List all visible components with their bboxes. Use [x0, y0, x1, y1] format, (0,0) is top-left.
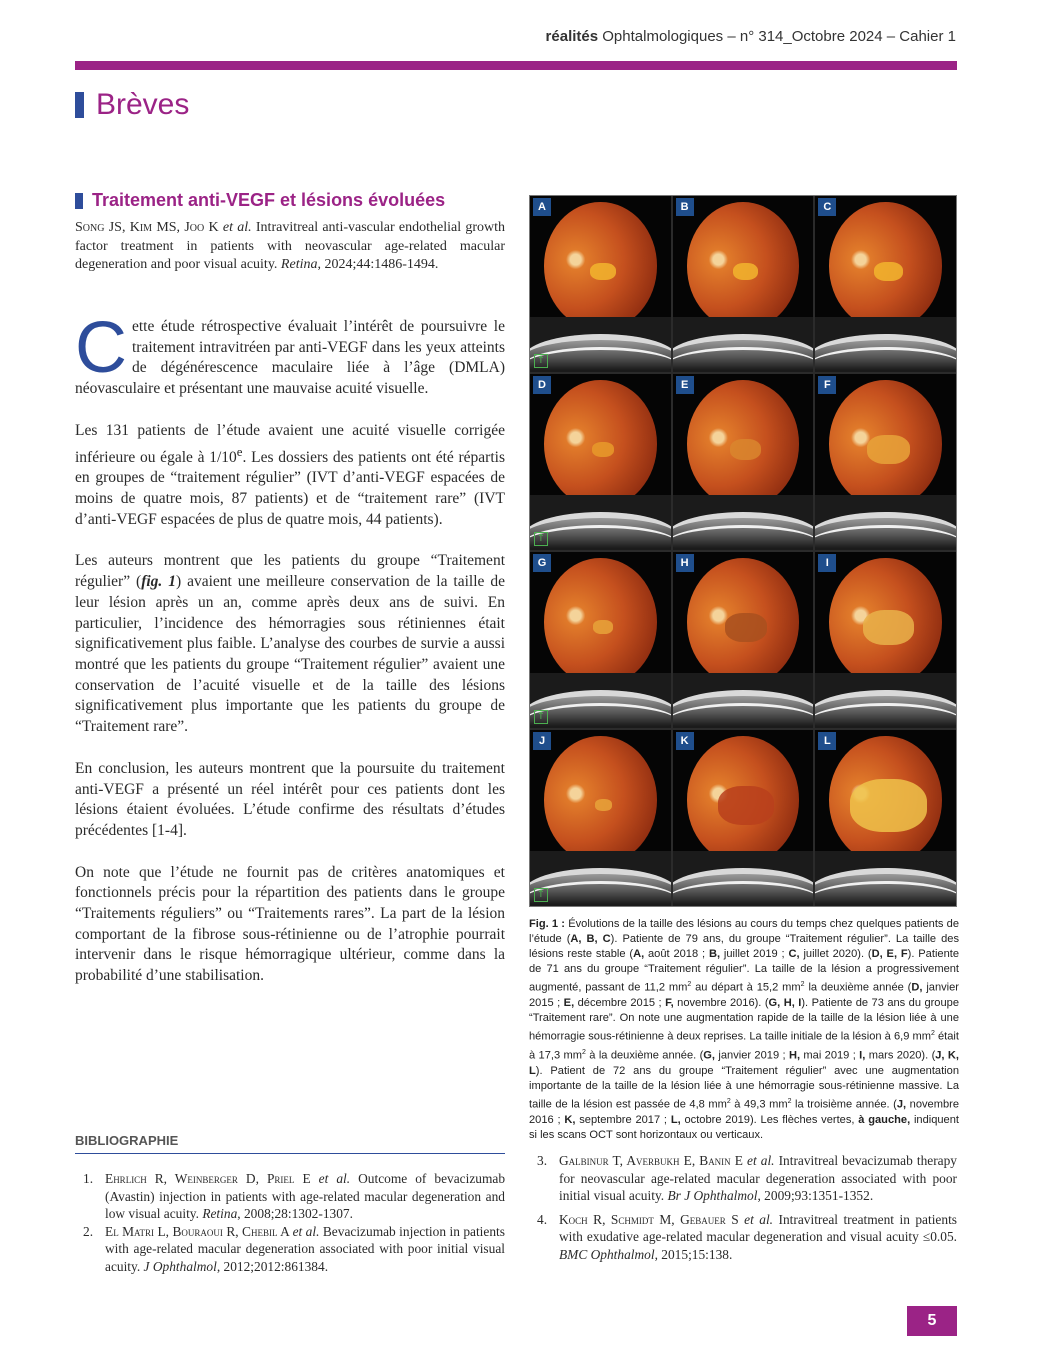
caption-fragment: F,: [665, 997, 674, 1010]
reference-number: 3.: [537, 1153, 548, 1168]
reference-details: , 2009;93:1351-1352.: [757, 1188, 874, 1203]
reference-number: 2.: [83, 1223, 94, 1239]
figure-panel: [673, 730, 814, 906]
caption-fragment: D, E, F: [871, 948, 908, 961]
retina-image: [544, 558, 657, 673]
article-citation: [75, 219, 505, 275]
reference-item: [537, 1152, 957, 1205]
reference-item: [83, 1170, 505, 1223]
reference-author: anin: [708, 1153, 731, 1168]
caption-fragment: était à 17,3 mm: [529, 1031, 959, 1062]
section-title: [75, 88, 189, 122]
retina-image: [687, 380, 800, 495]
oct-scan: [815, 673, 956, 728]
reference-author: W: [174, 1171, 188, 1186]
panel-label: L: [818, 732, 836, 750]
article-body: [75, 308, 505, 1008]
reference-author: E: [294, 1171, 319, 1186]
section-marker-icon: [75, 92, 84, 118]
fundus-photo: [530, 374, 671, 495]
paragraph-text: ) avaient une meilleure conservation de la taille de leur lésion après un an, comme après deux ans de suivi. En particulier, l’incidence des hémorragies sous rétiniennes était significativement plus faible. L’analyse des courbes de survie a aussi montré que les patients du groupe “Traitement régulier” avaient une conservation de l’acuité visuelle et de la taille des lésions significativement plus importante que les patients du groupe de “Traitement rare”.: [75, 573, 505, 736]
reference-etal: et al.: [747, 1153, 775, 1168]
paragraph-note: On note que l’étude ne fournit pas de critères anatomiques et fonctionnels précis pour la répartition des patients dans le groupe “Traitements réguliers” ou “Traitements rares”. La part de la lésion comportant de la fibrose sous-rétinienne ou de l’atrophie pourrait intervenir dans le risque hémorragique ultérieur, comme dans la probabilité d’une stabilisation.: [75, 863, 505, 985]
caption-fragment: au départ à 15,2 mm: [691, 982, 801, 995]
caption-fragment: D,: [911, 982, 923, 995]
caption-fragment: 2: [726, 1098, 731, 1106]
caption-fragment: décembre 2015 ;: [574, 997, 666, 1010]
lesion-area: [590, 263, 615, 280]
reference-author: ouraoui: [181, 1223, 223, 1239]
reference-author: A: [626, 1153, 637, 1168]
figure-panel: [530, 552, 671, 728]
citation-author-rest: K: [204, 220, 223, 235]
lesion-area: [733, 263, 758, 280]
reference-author: chmidt: [618, 1211, 654, 1227]
caption-fragment: 2: [687, 981, 692, 989]
caption-fragment: 2: [800, 981, 805, 989]
panel-label: D: [533, 376, 551, 394]
reference-etal: et al.: [744, 1211, 774, 1227]
fundus-photo: [673, 552, 814, 673]
fundus-photo: [815, 196, 956, 317]
reference-title: Outcome of bevacizumab (Avastin) injection in patients with age-related macular degeneration and low visual acuity.: [105, 1171, 506, 1221]
panel-label: B: [676, 198, 694, 216]
article-title: [75, 190, 445, 211]
page-number: 5: [907, 1306, 957, 1336]
citation-author: Joo: [184, 220, 205, 235]
article-marker-icon: [75, 193, 83, 209]
reference-journal: J Ophthalmol: [143, 1258, 217, 1274]
reference-item: [537, 1211, 957, 1264]
lesion-area: [592, 442, 615, 458]
oct-scan: [673, 851, 814, 906]
reference-author: hebil: [250, 1223, 278, 1239]
caption-fragment: C,: [788, 948, 800, 961]
oct-scan: [673, 673, 814, 728]
oct-scan: [815, 851, 956, 906]
reference-author: A: [277, 1223, 293, 1239]
figure-panel: [530, 196, 671, 372]
lesion-area: [850, 779, 927, 832]
reference-author: B: [699, 1153, 709, 1168]
caption-fragment: H,: [788, 1049, 801, 1062]
reference-author: M: [122, 1223, 135, 1239]
reference-author: G: [559, 1153, 569, 1168]
reference-author: l: [113, 1223, 119, 1239]
caption-fragment: A, B, C: [570, 933, 611, 946]
figure-panel: [530, 374, 671, 550]
reference-author: E,: [679, 1153, 700, 1168]
caption-fragment: novembre 2016 ;: [529, 1098, 960, 1126]
reference-title: Intravitreal bevacizumab therapy for neovascular age-related macular degeneration associated with poor initial visual acuity.: [559, 1153, 958, 1203]
caption-fragment: B,: [708, 948, 721, 961]
figure-panel: [673, 374, 814, 550]
figure-panel: [530, 730, 671, 906]
reference-number: 4.: [537, 1211, 548, 1227]
reference-author: S: [610, 1211, 619, 1227]
reference-etal: et al.: [318, 1171, 351, 1186]
lesion-area: [867, 435, 909, 464]
oct-scan: [673, 495, 814, 550]
reference-author: och: [568, 1211, 588, 1227]
oct-scan: [530, 851, 671, 906]
figure-panel: [673, 552, 814, 728]
figure-panel: [815, 730, 956, 906]
caption-fragment: à la deuxième année. (: [585, 1049, 704, 1062]
paragraph-results: [75, 551, 505, 737]
lesion-area: [593, 620, 613, 634]
reference-author: L,: [154, 1223, 173, 1239]
reference-author: riel: [274, 1171, 295, 1186]
caption-fragment: G, H, I: [768, 997, 802, 1010]
paragraph-intro-text: ette étude rétrospective évaluait l’intérêt de poursuivre le traitement intravitréen par anti-VEGF dans les yeux atteints de dégénérescence maculaire liée à l’âge (DMLA) néovasculaire et présentant une mauvaise acuité visuelle.: [75, 318, 505, 398]
caption-fragment: I,: [859, 1049, 866, 1062]
oct-scan: [673, 317, 814, 372]
citation-text: Intravitreal anti-vascular endothelial growth factor treatment in patients with neovascular age-related macular degeneration and poor visual acuity.: [75, 220, 506, 272]
fundus-photo: [530, 552, 671, 673]
panel-label: C: [818, 198, 836, 216]
reference-journal: Retina: [202, 1206, 238, 1221]
panel-label: E: [676, 376, 694, 394]
citation-author: Song: [75, 220, 105, 235]
reference-author: C: [242, 1223, 251, 1239]
reference-author: hrlich: [113, 1171, 147, 1186]
caption-fragment: 2: [787, 1098, 792, 1106]
reference-author: ebauer: [689, 1211, 726, 1227]
caption-fragment: juillet 2019 ;: [720, 948, 789, 961]
caption-fragment: A,: [633, 948, 645, 961]
reference-details: , 2012;2012:861384.: [216, 1258, 329, 1274]
caption-fragment: octobre 2019). Les flèches vertes,: [680, 1113, 859, 1126]
reference-journal: Br J Ophthalmol: [667, 1188, 758, 1203]
oct-scan: [530, 673, 671, 728]
caption-fragment: ). Patiente de 73 ans du groupe “Traitement rare”. On note une augmentation rapide de la taille de la lésion liée à une hémorragie sous-rétinienne à deux reprises. La taille initiale de la lésion à 6,9 mm: [529, 997, 959, 1044]
reference-details: , 2015;15:138.: [654, 1246, 733, 1262]
figure-fundus-grid: [529, 195, 957, 907]
fundus-photo: [530, 730, 671, 851]
paragraph-text: Les 131 patients de l’étude avaient une acuité visuelle corrigée inférieure ou égale à 1/10: [75, 421, 505, 466]
reference-author: S: [725, 1211, 745, 1227]
panel-label: J: [533, 732, 551, 750]
caption-fragment: Évolutions de la taille des lésions au cours du temps chez quelques patients de l’étude (: [529, 918, 959, 946]
fundus-photo: [673, 374, 814, 495]
caption-fragment: E,: [563, 997, 575, 1010]
retina-image: [829, 202, 942, 317]
caption-fragment: ). Patiente de 71 ans du groupe “Traitement régulier”. La taille de la lésion a progressivement augmenté, passant de 11,2 mm: [529, 948, 959, 995]
oct-scan: [815, 495, 956, 550]
reference-etal: et al.: [292, 1223, 320, 1239]
caption-fragment: septembre 2017 ;: [575, 1113, 671, 1126]
panel-label: F: [818, 376, 836, 394]
article-title-text: Traitement anti-VEGF et lésions évoluées: [92, 190, 446, 210]
reference-author: R,: [146, 1171, 175, 1186]
panel-label: K: [676, 732, 694, 750]
oct-scan: [815, 317, 956, 372]
paragraph-conclusion: En conclusion, les auteurs montrent que la poursuite du traitement anti-VEGF a présenté un réel intérêt pour ces patients dont les lésions étaient évoluées. L’étude confirme des résultats d’études précédentes [1-4].: [75, 759, 505, 839]
citation-etal: et al.: [222, 220, 252, 235]
retina-image: [544, 202, 657, 317]
reference-author: R,: [587, 1211, 611, 1227]
caption-fragment: J,: [896, 1098, 907, 1111]
oct-scan: [530, 495, 671, 550]
reference-author: G: [680, 1211, 690, 1227]
caption-fragment: 2: [582, 1049, 586, 1057]
caption-fragment: la deuxième année (: [804, 982, 912, 995]
citation-author-rest: JS,: [104, 220, 130, 235]
oct-scan: [530, 317, 671, 372]
figure-panel: [673, 196, 814, 372]
caption-fragment: juillet 2020). (: [799, 948, 872, 961]
fundus-photo: [815, 552, 956, 673]
caption-fragment: janvier 2015 ;: [529, 982, 960, 1010]
reference-author: B: [172, 1223, 182, 1239]
section-title-text: Brèves: [96, 88, 190, 121]
reference-author: T,: [608, 1153, 627, 1168]
retina-image: [687, 202, 800, 317]
lesion-area: [874, 262, 902, 281]
header-rule: [75, 61, 957, 70]
caption-fragment: K,: [564, 1113, 576, 1126]
paragraph-intro: [75, 308, 505, 400]
reference-author: M,: [653, 1211, 681, 1227]
reference-number: 1.: [83, 1171, 94, 1186]
reference-author: E: [105, 1171, 114, 1186]
paragraph-text: Les auteurs montrent que les patients du groupe “Traitement régulier” (: [75, 552, 505, 591]
caption-fragment: à gauche,: [858, 1113, 911, 1126]
panel-label: I: [818, 554, 836, 572]
fundus-photo: [673, 196, 814, 317]
reference-author: albinur: [568, 1153, 609, 1168]
bibliography-list-right: [537, 1152, 957, 1269]
bibliography-heading: BIBLIOGRAPHIE: [75, 1133, 505, 1154]
reference-author: D,: [237, 1171, 267, 1186]
figure-panel: [815, 552, 956, 728]
caption-fragment: août 2018 ;: [644, 948, 709, 961]
caption-fragment: mars 2020). (: [865, 1049, 936, 1062]
caption-fragment: mai 2019 ;: [800, 1049, 860, 1062]
caption-fragment: 2: [930, 1030, 935, 1038]
retina-image: [544, 380, 657, 495]
figure-panel: [815, 196, 956, 372]
caption-fragment: janvier 2019 ;: [715, 1049, 789, 1062]
reference-journal: BMC Ophthalmol: [559, 1246, 655, 1262]
reference-author: P: [266, 1171, 275, 1186]
caption-fragment: à 49,3 mm: [730, 1098, 788, 1111]
lesion-area: [595, 799, 612, 811]
journal-brand: réalités: [545, 28, 599, 45]
panel-label: H: [676, 554, 694, 572]
figure-caption: [529, 917, 959, 1143]
reference-author: R,: [222, 1223, 243, 1239]
lesion-area: [718, 786, 774, 825]
paragraph-text: . Les dossiers des patients ont été répartis en groupes de “traitement régulier” (IVT d’anti-VEGF espacées de moins de quatre mois, 87 patients) et de “traitement rare” (IVT d’anti-VEGF espacées de plus de quatre mois, 44 patients).: [75, 448, 505, 528]
caption-fragment: indiquent si les scans OCT sont horizontaux ou verticaux.: [529, 1113, 959, 1141]
panel-label: G: [533, 554, 551, 572]
fundus-photo: [530, 196, 671, 317]
green-arrow-icon: ↑: [534, 532, 548, 546]
dropcap: C: [75, 308, 127, 388]
citation-author-rest: MS,: [152, 220, 185, 235]
lesion-area: [730, 439, 761, 460]
retina-image: [544, 736, 657, 851]
caption-fragment: J, K, L: [529, 1049, 959, 1077]
citation-author: Kim: [129, 220, 153, 235]
journal-issue: Ophtalmologiques – n° 314_Octobre 2024 – Cahier 1: [598, 28, 956, 45]
fundus-photo: [673, 730, 814, 851]
paragraph-patients: [75, 421, 505, 531]
reference-author: einberger: [187, 1171, 238, 1186]
green-arrow-icon: ↑: [534, 710, 548, 724]
reference-item: [83, 1223, 505, 1276]
superscript: e: [236, 443, 243, 459]
panel-label: A: [533, 198, 551, 216]
green-arrow-icon: ↑: [534, 888, 548, 902]
lesion-area: [863, 610, 914, 645]
caption-fragment: ). Patiente de 79 ans, du groupe “Traitement régulier”. La taille des lésions reste stable (: [529, 933, 959, 961]
reference-title: Intravitreal treatment in patients with exudative age-related macular degeneration and visual acuity ≤0.05.: [559, 1211, 958, 1244]
reference-title: Bevacizumab injection in patients with age-related macular degeneration associated with poor initial visual acuity.: [105, 1223, 505, 1274]
figure-reference-link[interactable]: fig. 1: [141, 573, 176, 591]
reference-author: E: [105, 1223, 114, 1239]
caption-fragment: novembre 2016). (: [673, 997, 769, 1010]
fundus-photo: [815, 730, 956, 851]
caption-fragment: ). Patient de 72 ans du groupe “Traitement régulier” avec une augmentation importante de la taille de la lésion liée à une hémorragie sous-rétinienne massive. La taille de la lésion est passée de 4,8 mm: [529, 1064, 959, 1111]
caption-label: Fig. 1 :: [529, 918, 565, 930]
fundus-photo: [815, 374, 956, 495]
bibliography-list-left: [83, 1170, 505, 1275]
citation-ref: , 2024;44:1486-1494.: [317, 257, 439, 272]
reference-author: verbukh: [636, 1153, 680, 1168]
caption-fragment: G,: [703, 1049, 716, 1062]
reference-author: E: [730, 1153, 748, 1168]
reference-author: K: [559, 1211, 569, 1227]
green-arrow-icon: ↑: [534, 354, 548, 368]
figure-panel: [815, 374, 956, 550]
reference-author: atri: [134, 1223, 155, 1239]
lesion-area: [725, 613, 767, 642]
reference-details: , 2008;28:1302-1307.: [237, 1206, 353, 1221]
journal-header: [546, 28, 956, 45]
caption-fragment: L,: [670, 1113, 681, 1126]
citation-journal: Retina: [280, 257, 318, 272]
caption-fragment: la troisième année. (: [791, 1098, 897, 1111]
